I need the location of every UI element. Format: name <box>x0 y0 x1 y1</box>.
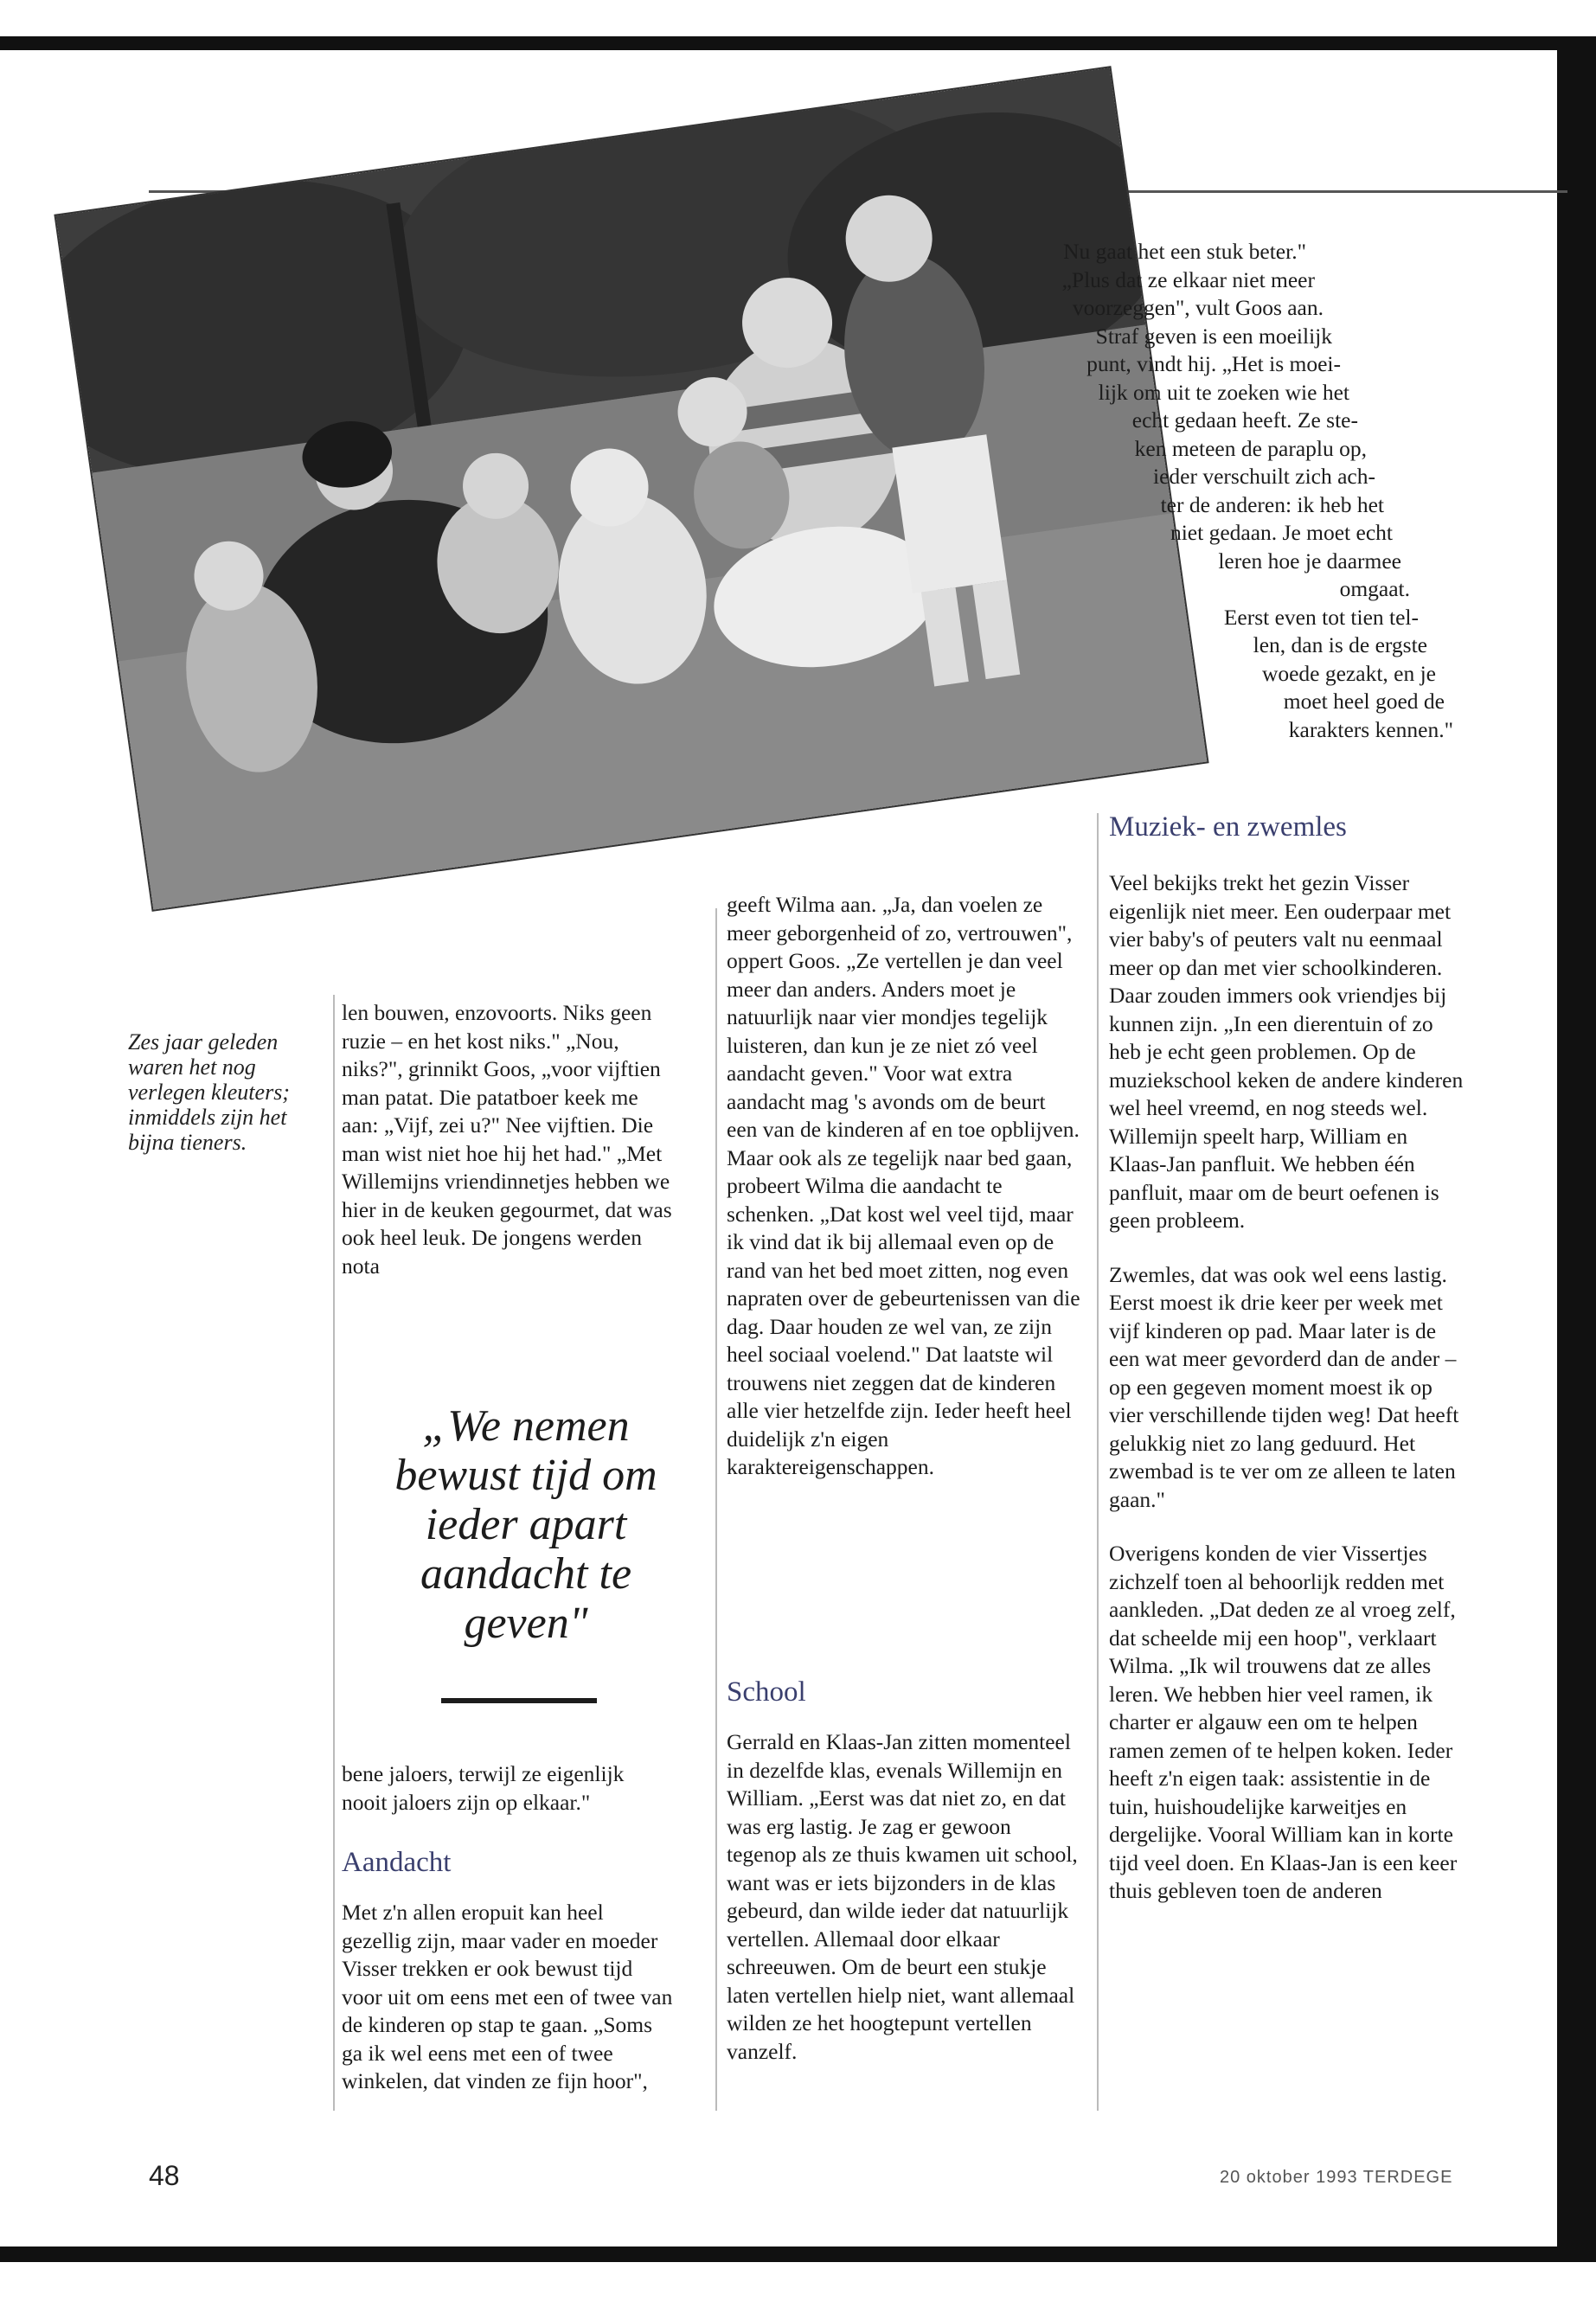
wrap-line: omgaat. <box>1339 576 1410 601</box>
wrap-line: Nu gaat het een stuk beter." <box>1063 239 1306 264</box>
heading-aandacht: Aandacht <box>342 1847 452 1878</box>
column-rule <box>715 908 717 2111</box>
pull-quote-rule <box>441 1698 597 1703</box>
wrap-line: lijk om uit te zoeken wie het <box>1098 379 1349 405</box>
wrap-line: moet heel goed de <box>1283 689 1445 714</box>
wrap-line: len, dan is de ergste <box>1253 632 1427 657</box>
column-1-top-text: len bouwen, enzovoorts. Niks geen ruzie – en het kost niks." „Nou, niks?", grinnikt Goos, „voor vijftien man patat. Die patatboer keek me aan: „Vijf, zei u?" Nee vijftien. Die man wist niet hoe hij het had." „Met Willemijns vriendinnetjes hebben we hier in de keuken gegourmet, dat was ook heel leuk. De jongens werden nota <box>342 1000 672 1279</box>
column-1-mid-text: bene jaloers, terwijl ze eigenlijk nooit jaloers zijn op elkaar." <box>342 1761 625 1815</box>
column-3 <box>1109 869 1464 1906</box>
column-rule <box>1097 813 1099 2111</box>
issue-footer: 20 oktober 1993 TERDEGE <box>1220 2168 1453 2187</box>
column-rule <box>333 995 335 2111</box>
column-3-paragraph-1: Veel bekijks trekt het gezin Visser eigenlijk niet meer. Een ouderpaar met vier baby's of peuters valt nu eenmaal meer op dan met vier schoolkinderen. Daar zouden immers ook vriendjes bij kunnen zijn. „In een dierentuin of zo heb je echt geen problemen. Op de muziekschool keken de andere kinderen wel heel vreemd, en nog steeds wel. Willemijn speelt harp, William en Klaas-Jan panfluit. We hebben één panfluit, maar om de beurt oefenen is geen probleem. <box>1109 870 1464 1233</box>
wrap-line: niet gedaan. Je moet echt <box>1170 520 1393 545</box>
wrap-line: Eerst even tot tien tel- <box>1223 604 1419 630</box>
wrap-line: Straf geven is een moeilijk <box>1095 323 1332 349</box>
wrap-line: echt gedaan heeft. Ze ste- <box>1131 407 1358 433</box>
family-photo-illustration <box>56 67 1208 909</box>
wrap-line: karakters kennen." <box>1288 716 1453 742</box>
column-3-paragraph-2: Zwemles, dat was ook wel eens lastig. Eerst moest ik drie keer per week met vijf kinderen op pad. Maar later is de een wat meer gevorderd dan de ander – op een gegeven moment moest ik op vier verschillende tijden weg! Dat heeft gelukkig niet zo lang geduurd. Het zwembad is te ver om ze alleen te laten gaan." <box>1109 1261 1459 1512</box>
column-2-top-text: geeft Wilma aan. „Ja, dan voelen ze meer geborgenheid of zo, vertrouwen", oppert Goos. „Ze vertellen je dan veel meer dan anders. Anders moet je natuurlijk naar vier mondjes tegelijk luisteren, dan kun je ze niet zó veel aandacht geven." Voor wat extra aandacht mag 's avonds om de beurt een van de kinderen af en toe opblijven. Maar ook als ze tegelijk naar bed gaan, probeert Wilma die aandacht te schenken. „Dat kost wel veel tijd, maar ik vind dat ik bij allemaal even op de rand van het bed moet zitten, nog even napraten over de gebeurtenissen van die dag. Daar houden ze wel van, ze zijn heel sociaal voelend." Dat laatste wil trouwens niet zeggen dat de kinderen alle vier hetzelfde zijn. Ieder heeft heel duidelijk z'n eigen karaktereigenschappen. <box>727 892 1080 1479</box>
column-1-mid <box>342 1760 675 1817</box>
family-photo <box>56 67 1208 909</box>
page-frame-right <box>1557 36 1596 2247</box>
column-2-bottom-text: Gerrald en Klaas-Jan zitten momenteel in dezelfde klas, evenals Willemijn en William. „Eerst was dat niet zo, en dat was erg lastig. Je zag er gewoon tegenop als ze thuis kwamen uit school, want was er iets bijzonders in de klas gebeurd, dan wilde ieder dat natuurlijk vertellen. Allemaal door elkaar schreeuwen. Om de beurt een stukje laten vertellen hielp niet, want allemaal wilden ze het hoogtepunt vertellen vanzelf. <box>727 1729 1078 2064</box>
page-frame-bottom <box>0 2247 1596 2262</box>
page-number: 48 <box>149 2160 180 2191</box>
wrap-line: leren hoe je daarmee <box>1218 548 1401 574</box>
column-2-top <box>727 891 1081 1482</box>
wrap-line: ieder verschuilt zich ach- <box>1153 464 1375 489</box>
column-3-paragraph-3: Overigens konden de vier Vissertjes zichzelf toen al behoorlijk redden met aankleden. „Dat deden ze al vroeg zelf, dat scheelde mij een hoop", verklaart Wilma. „Ik wil trouwens dat ze alles leren. We hebben hier veel ramen, ik charter er algauw een om te helpen ramen zemen of te helpen koken. Ieder heeft z'n eigen taak: assistentie in de tuin, huishoudelijke karweitjes en dergelijke. Vooral William kan in korte tijd veel doen. En Klaas-Jan is een keer thuis gebleven toen de anderen <box>1109 1541 1458 1903</box>
wrap-line: punt, vindt hij. „Het is moei- <box>1086 351 1341 376</box>
wrap-line: ken meteen de paraplu op, <box>1134 435 1367 461</box>
column-1-top <box>342 999 675 1280</box>
column-2-bottom <box>727 1728 1081 2066</box>
column-1-bottom <box>342 1899 675 2096</box>
wrap-line: „Plus dat ze elkaar niet meer <box>1061 266 1315 292</box>
heading-school: School <box>727 1676 806 1708</box>
wrap-line: ter de anderen: ik heb het <box>1160 491 1384 517</box>
heading-muziek-en-zwemles: Muziek- en zwemles <box>1109 811 1347 843</box>
wrap-line: woede gezakt, en je <box>1261 660 1436 686</box>
pull-quote: „We nemen bewust tijd om ieder apart aandacht te geven" <box>394 1401 657 1648</box>
wrap-text-block <box>1055 238 1479 744</box>
column-1-bottom-text: Met z'n allen eropuit kan heel gezellig zijn, maar vader en moeder Visser trekken er ook bewust tijd voor uit om eens met een of twee van de kinderen op stap te gaan. „Soms ga ik wel eens met een of twee winkelen, dat vinden ze fijn hoor", <box>342 1900 673 2093</box>
wrap-line: voorzeggen", vult Goos aan. <box>1072 295 1324 320</box>
photo-caption: Zes jaar geleden waren het nog verlegen kleuters; inmiddels zijn het bijna tieners. <box>128 1029 290 1155</box>
page-frame-top <box>0 36 1596 50</box>
